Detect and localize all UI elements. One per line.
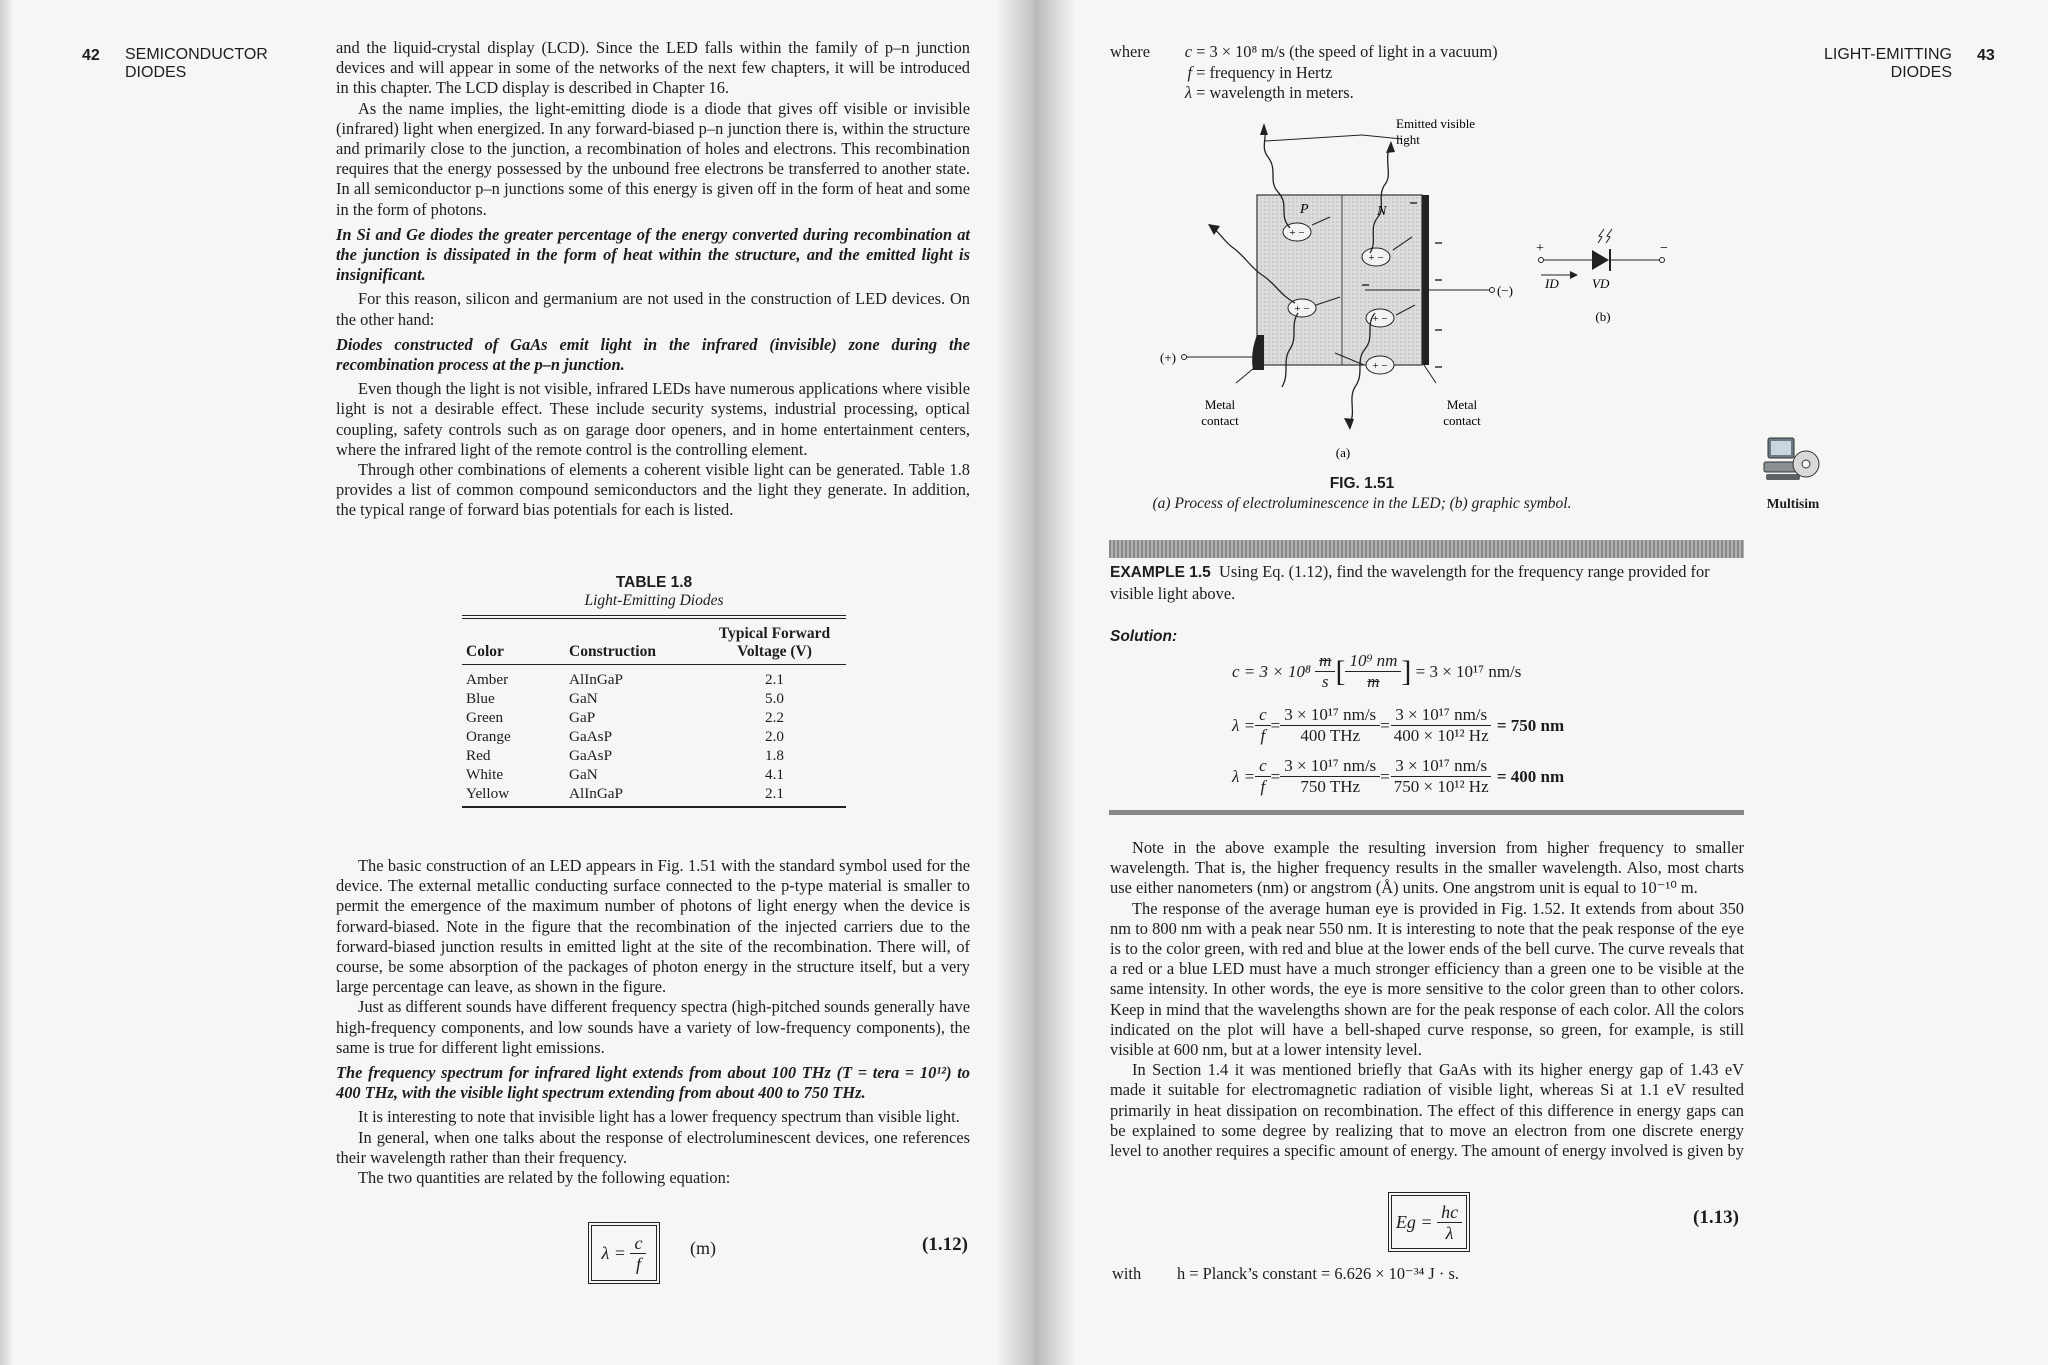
equation-fraction [1437,1202,1462,1243]
table-cell: 5.0 [765,690,784,707]
definition-text: = 3 × 10⁸ m/s (the speed of light in a vacuum) [1196,42,1498,61]
table-row [462,765,846,784]
math-result: = 3 × 10¹⁷ nm/s [1415,661,1522,681]
math-fraction [1390,756,1493,797]
math-text: c = 3 × 10⁸ [1232,661,1311,681]
running-head-line: SEMICONDUCTOR [125,46,268,63]
denominator: f [635,1253,641,1274]
table-cell: Amber [466,671,509,688]
math-fraction [1315,651,1335,692]
symbol-plus-label: + [1536,241,1544,256]
planck-definition: h = Planck’s constant = 6.626 × 10⁻³⁴ J · s. [1177,1264,1459,1283]
bracket-close: ] [1401,654,1412,688]
text-column-bottom [336,856,970,1188]
right-metal-contact [1422,195,1429,365]
example-bar [1109,540,1744,558]
column-header: Color [462,617,565,665]
denominator: f [1260,777,1266,796]
running-head [125,46,268,82]
figure-number: FIG. 1.51 [1329,475,1395,492]
numerator: 3 × 10¹⁷ nm/s [1280,756,1380,777]
table-cell: 2.2 [765,709,784,726]
paragraph: Through other combinations of elements a coherent visible light can be generated. Table 1.8 provides a list of common compound semiconductors and the light they generate. In addition, the typical range of forward bias potentials for each is listed. [336,460,970,520]
equation-unit: (m) [690,1238,716,1258]
multisim-icon [1762,432,1822,490]
running-head-line: LIGHT-EMITTING [1824,46,1952,63]
plus-terminal-label: (+) [1160,350,1176,365]
denominator: 750 THz [1300,777,1361,796]
example-end-bar [1109,810,1744,815]
numerator: 10⁹ nm [1345,651,1401,672]
emitted-light-label: Emitted visible [1396,116,1476,131]
p-region-label: P [1300,202,1309,217]
minus-terminal-label: (−) [1497,283,1513,298]
table-cell: Orange [466,728,511,745]
figure-caption [1110,475,1614,513]
paragraph: The basic construction of an LED appears in Fig. 1.51 with the standard symbol used for the device. The external metallic conducting surface connected to the p-type material is smaller to permit the emergence of the maximum number of photons of light energy when the device is forward-biased. Note in the figure that the recombination of the injected carriers due to the forward-biased junction results in emitted light at the site of the recombination. There will, of course, be some absorption of the packages of photon energy in the structure itself, but a very large percentage can leave, as shown in the figure. [336,856,970,997]
math-fraction [1280,756,1380,797]
plus-terminal [1182,355,1187,360]
table-cell: 2.0 [765,728,784,745]
paragraph: and the liquid-crystal display (LCD). Since the LED falls within the family of p–n junction devices and will appear in some of the networks of the next few chapters, it will be introduced in this chapter. The LCD display is described in Chapter 16. [336,38,970,98]
current-label: ID [1545,276,1559,291]
math-result: = 400 nm [1496,766,1565,786]
emphasis-statement: In Si and Ge diodes the greater percentage of the energy converted during recombination at the junction is dissipated in the form of heat within the structure, and the emitted light is insignificant. [336,224,970,285]
numerator: c [1255,756,1271,777]
part-b-label: (b) [1595,309,1611,324]
diode-triangle [1592,250,1609,270]
table-1-8 [462,574,846,808]
table-cell: Yellow [466,785,510,802]
where-definitions [1176,42,1498,104]
with-label: with [1112,1264,1142,1283]
table-row [462,665,846,690]
n-region-label: N [1377,204,1387,219]
table-row [462,784,846,807]
part-a-label: (a) [1335,445,1351,460]
light-arrow [1598,229,1604,243]
multisim-label: Multisim [1766,496,1820,511]
running-head-line: DIODES [1890,64,1952,81]
paragraph: The response of the average human eye is provided in Fig. 1.52. It extends from about 350 nm to 800 nm with a peak near 550 nm. It is interesting to note that the peak response of the eye is to the color green, with red and blue at the lower ends of the bell curve. The curve reveals that a red or a blue LED must have a much stronger efficiency than a green one to be visible at the same intensity. In other words, the eye is more sensitive to the color green than to other colors. Keep in mind that the wavelengths shown are for the peak response of each color. All the colors indicated on the plot will have a bell-shaped curve response, so green, for example, is still visible at 600 nm, but at a lower intensity level. [1110,898,1744,1060]
paragraph: Note in the above example the resulting inversion from higher frequency to smaller wavelength. That is, the higher frequency results in the smaller wavelength. Also, most charts use either nanometers (nm) or angstrom (Å) units. One angstrom unit is equal to 10⁻¹⁰ m. [1110,838,1744,898]
math-text: λ = [1232,715,1256,735]
table-cell: Green [466,709,504,726]
math-fraction [1255,756,1271,797]
paragraph: Even though the light is not visible, infrared LEDs have numerous applications where visible light is not a desirable effect. These include security systems, industrial processing, optical coupling, safety controls such as on garage door openers, and in home entertainment centers, where the infrared light of the remote control is the controlling element. [336,379,970,459]
paragraph: As the name implies, the light-emitting diode is a diode that gives off visible or invisible (infrared) light when energized. In any forward-biased p–n junction there is, within the structure and primarily close to the junction, a recombination of holes and electrons. This recombination requires that the energy possessed by the unbound free electrons be transferred to another state. In all semiconductor p–n junctions some of this energy is given off in the form of heat and some in the form of photons. [336,98,970,219]
definition-row [1176,63,1498,84]
definition-text: = wavelength in meters. [1196,83,1354,102]
definition-row [1176,42,1498,63]
math-fraction [1255,705,1271,746]
column-header: Construction [565,617,703,665]
solution-label: Solution: [1110,628,1178,645]
symbol-minus-label: − [1660,241,1668,256]
paragraph: For this reason, silicon and germanium are not used in the construction of LED devices. On the other hand: [336,289,970,329]
definition-row [1176,83,1498,104]
led-graphic-symbol [1539,229,1665,279]
metal-contact-label: Metal [1204,397,1236,412]
text-column-right [1110,838,1744,1161]
label-leader [1236,363,1260,383]
gutter-shadow [1035,0,1075,1365]
light-arrow [1606,229,1612,243]
solution-line-3: λ = $\frac{c}{f}$ = $\frac{\text{3 × 10¹⁷ nm/s}}{\text{750 THz}}$ = $\frac{\text{3 × 10¹⁷ nm/s}}{\text{750 × 10¹² Hz}}$ = 400 nm [1232,756,1565,796]
equation-lhs: Eg = [1395,1211,1433,1232]
page-number: 43 [1977,47,1995,64]
where-label: where [1110,42,1151,61]
page-number: 42 [82,47,100,64]
numerator: 3 × 10¹⁷ nm/s [1391,705,1491,726]
paragraph: It is interesting to note that invisible light has a lower frequency spectrum than visible light. [358,1107,960,1127]
paragraph: In general, when one talks about the response of electroluminescent devices, one references their wavelength rather than their frequency. [336,1127,970,1167]
equation-number: (1.13) [1693,1207,1739,1228]
table-title: TABLE 1.8 [615,574,693,591]
denominator: f [1260,726,1266,745]
table-cell: White [466,766,504,783]
denominator: 400 × 10¹² Hz [1393,726,1489,745]
figure-caption-text: (a) Process of electroluminescence in the LED; (b) graphic symbol. [1152,495,1572,512]
emphasis-statement: Diodes constructed of GaAs emit light in the infrared (invisible) zone during the recombination process at the p–n junction. [336,334,970,375]
table-row [462,746,846,765]
equation-number: (1.12) [922,1234,968,1255]
led-crystal [1257,195,1422,365]
paragraph: In Section 1.4 it was mentioned briefly that GaAs with its higher energy gap of 1.43 eV made it suitable for electromagnetic radiation of visible light, whereas Si at 1.1 eV resulted primarily in heat dissipation on recombination. The effect of this difference in energy gaps can be explained to some degree by realizing that to move an electron from one discrete energy level to another requires a specific amount of energy. The amount of energy involved is given by [1110,1060,1744,1161]
table-cell: 1.8 [765,747,784,764]
equation-1-12-box [588,1222,660,1284]
emitted-light-label: light [1396,132,1420,147]
example-statement [1110,562,1743,604]
led-table [462,615,846,808]
metal-contact-label: Metal [1446,397,1478,412]
emphasis-statement: The frequency spectrum for infrared light extends from about 100 THz (T = tera = 10¹²) to 400 THz, with the visible light spectrum extending from about 400 to 750 THz. [336,1063,970,1103]
bracket-open: [ [1335,654,1346,688]
table-cell: GaAsP [569,747,613,764]
math-fraction [1390,705,1493,746]
math-fraction [1280,705,1380,746]
table-cell: 4.1 [765,766,784,783]
label-leader [1424,365,1436,383]
symbol-anode-terminal [1539,258,1544,263]
page-edge-shadow [0,0,14,1365]
voltage-label: VD [1592,276,1610,291]
numerator: 3 × 10¹⁷ nm/s [1391,756,1491,777]
numerator: c [630,1233,646,1254]
math-fraction [1345,651,1401,692]
definition-symbol: λ [1184,83,1192,102]
denominator: s [1321,672,1329,691]
table-cell: GaN [569,690,598,707]
numerator: c [1255,705,1271,726]
table-cell: 2.1 [765,785,784,802]
table-cell: AlInGaP [569,671,623,688]
math-result: = 750 nm [1496,715,1565,735]
example-text: Using Eq. (1.12), find the wavelength for the frequency range provided for visible light above. [1110,562,1710,603]
example-label: EXAMPLE 1.5 [1110,564,1211,581]
definition-text: = frequency in Hertz [1196,62,1333,82]
table-cell: Red [466,747,491,764]
table-cell: 2.1 [765,671,784,688]
figure-1-51 [1140,116,1700,470]
table-cell: AlInGaP [569,785,623,802]
current-arrowhead [1570,271,1578,279]
table-cell: Blue [466,690,495,707]
denominator: 750 × 10¹² Hz [1393,777,1489,796]
denominator: m [1367,672,1380,691]
table-cell: GaAsP [569,728,613,745]
pair-label: + − [1372,360,1388,372]
table-cell: GaN [569,766,598,783]
equation-lhs: λ = [601,1242,626,1263]
solution-line-1 [1232,651,1521,692]
running-head-line: DIODES [125,64,187,81]
pair-label: + − [1372,313,1388,325]
column-header: Typical Forward Voltage (V) [703,617,846,665]
pair-label: + − [1368,252,1384,264]
symbol-cathode-terminal [1660,258,1665,263]
paragraph: The two quantities are related by the following equation: [358,1168,731,1188]
paragraph: Just as different sounds have different frequency spectra (high-pitched sounds generally have high-frequency components, and low sounds have a variety of low-frequency components), the same is true for different light emissions. [336,997,970,1057]
metal-contact-label: contact [1201,413,1239,428]
definition-symbol: f [1187,62,1192,82]
text-column-top [336,38,970,521]
metal-contact-label: contact [1443,413,1481,428]
pair-label: + − [1294,303,1310,315]
definition-symbol: c [1184,42,1192,61]
numerator: 3 × 10¹⁷ nm/s [1280,705,1380,726]
label-leader [1265,135,1362,141]
equation-1-13-box [1388,1192,1470,1252]
table-subtitle: Light-Emitting Diodes [584,592,724,609]
pair-label: + − [1289,227,1305,239]
table-header-row [462,617,846,665]
equation-fraction [630,1233,646,1274]
gutter-shadow [995,0,1035,1365]
denominator: 400 THz [1300,726,1361,745]
denominator: λ [1445,1222,1454,1243]
running-head [1818,46,1952,82]
minus-terminal [1490,288,1495,293]
table-row [462,689,846,708]
numerator: hc [1437,1202,1462,1223]
table-row [462,708,846,727]
table-cell: GaP [569,709,596,726]
math-text: λ = [1232,766,1256,786]
solution-line-2: λ = $\frac{c}{f}$ = $\frac{\text{3 × 10¹⁷ nm/s}}{\text{400 THz}}$ = $\frac{\text{3 × 10¹⁷ nm/s}}{\text{400 × 10¹² Hz}}$ = 750 nm [1232,705,1565,745]
table-row [462,727,846,746]
numerator: m [1315,651,1335,672]
